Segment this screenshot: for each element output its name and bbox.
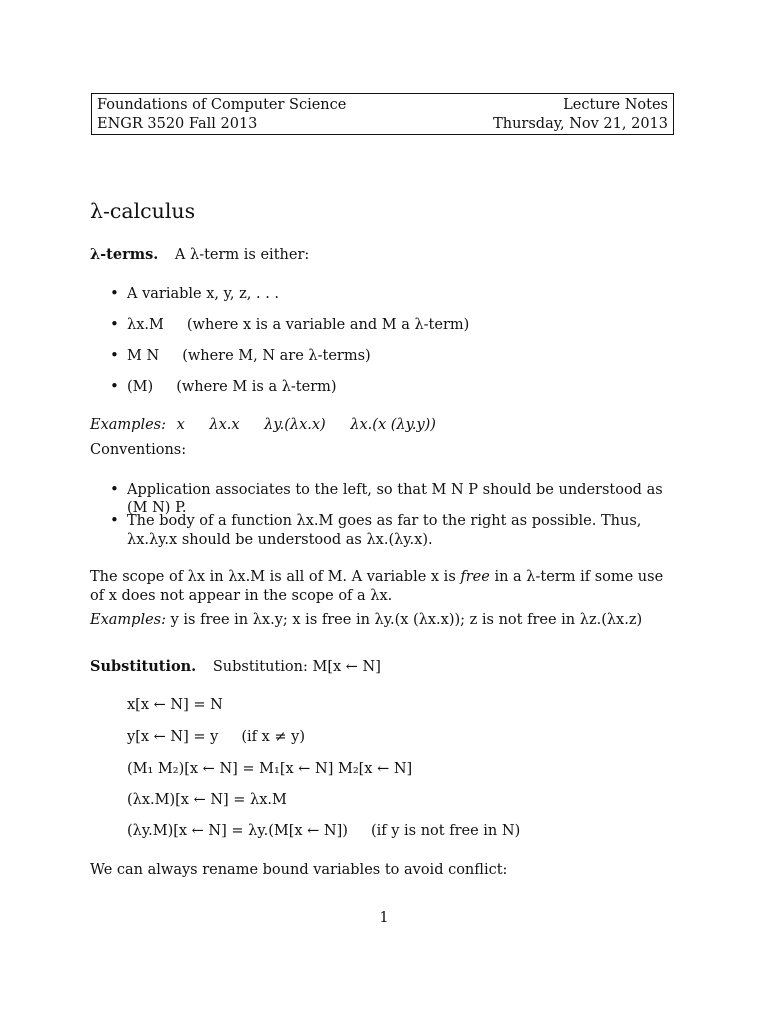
examples-label: Examples: bbox=[90, 612, 166, 628]
example-term: λx.x bbox=[209, 417, 240, 433]
scope-examples: Examples: y is free in λx.y; x is free in λy.(x (λx.x)); z is not free in λz.(λx.z) bbox=[90, 612, 643, 628]
substitution-rule: x[x ← N] = N bbox=[127, 697, 223, 713]
course-code: ENGR 3520 Fall 2013 bbox=[97, 116, 258, 132]
list-item: • A variable x, y, z, . . . bbox=[110, 284, 280, 302]
substitution-rule: (λx.M)[x ← N] = λx.M bbox=[127, 792, 287, 808]
substitution-intro: Substitution: M[x ← N] bbox=[212, 659, 381, 675]
terms-intro: A λ-term is either: bbox=[174, 247, 310, 263]
terms-list bbox=[110, 285, 680, 409]
example-term: x bbox=[176, 417, 185, 433]
example-term: λy.(λx.x) bbox=[264, 417, 326, 433]
terms-paragraph bbox=[90, 246, 680, 264]
examples-label: Examples: bbox=[90, 417, 166, 433]
conventions-list bbox=[110, 481, 680, 550]
list-item: • The body of a function λx.M goes as far to the right as possible. Thus, λx.λy.x should be understood as λx.(λy.x). bbox=[110, 511, 642, 548]
conventions-label: Conventions: bbox=[90, 442, 187, 458]
page-number: 1 bbox=[379, 910, 389, 926]
list-item: • (M) (where M is a λ-term) bbox=[110, 377, 337, 395]
rename-sentence: We can always rename bound variables to avoid conflict: bbox=[90, 862, 508, 878]
course-name: Foundations of Computer Science bbox=[97, 97, 347, 113]
terms-heading: λ-terms. bbox=[90, 246, 159, 263]
example-term: λx.(x (λy.y)) bbox=[350, 417, 436, 433]
header-box bbox=[91, 93, 674, 135]
substitution-rule: (λy.M)[x ← N] = λy.(M[x ← N]) (if y is not free in N) bbox=[127, 823, 521, 839]
substitution-heading: Substitution. bbox=[90, 658, 197, 675]
list-item: • Application associates to the left, so that M N P should be understood as (M N) P. bbox=[110, 480, 663, 517]
examples-line bbox=[90, 416, 680, 434]
doc-type: Lecture Notes bbox=[563, 97, 668, 113]
list-item: • M N (where M, N are λ-terms) bbox=[110, 346, 371, 364]
free-word: free bbox=[460, 569, 490, 585]
section-title: λ-calculus bbox=[90, 199, 196, 223]
list-item: • λx.M (where x is a variable and M a λ-term) bbox=[110, 315, 470, 333]
substitution-rule: (M₁ M₂)[x ← N] = M₁[x ← N] M₂[x ← N] bbox=[127, 761, 413, 777]
substitution-rule: y[x ← N] = y (if x ≠ y) bbox=[127, 729, 306, 745]
lecture-date: Thursday, Nov 21, 2013 bbox=[493, 116, 668, 132]
substitution-paragraph bbox=[90, 658, 680, 676]
scope-paragraph: The scope of λx in λx.M is all of M. A variable x is free in a λ-term if some use of x does not appear in the scope of a λx. bbox=[90, 569, 664, 604]
